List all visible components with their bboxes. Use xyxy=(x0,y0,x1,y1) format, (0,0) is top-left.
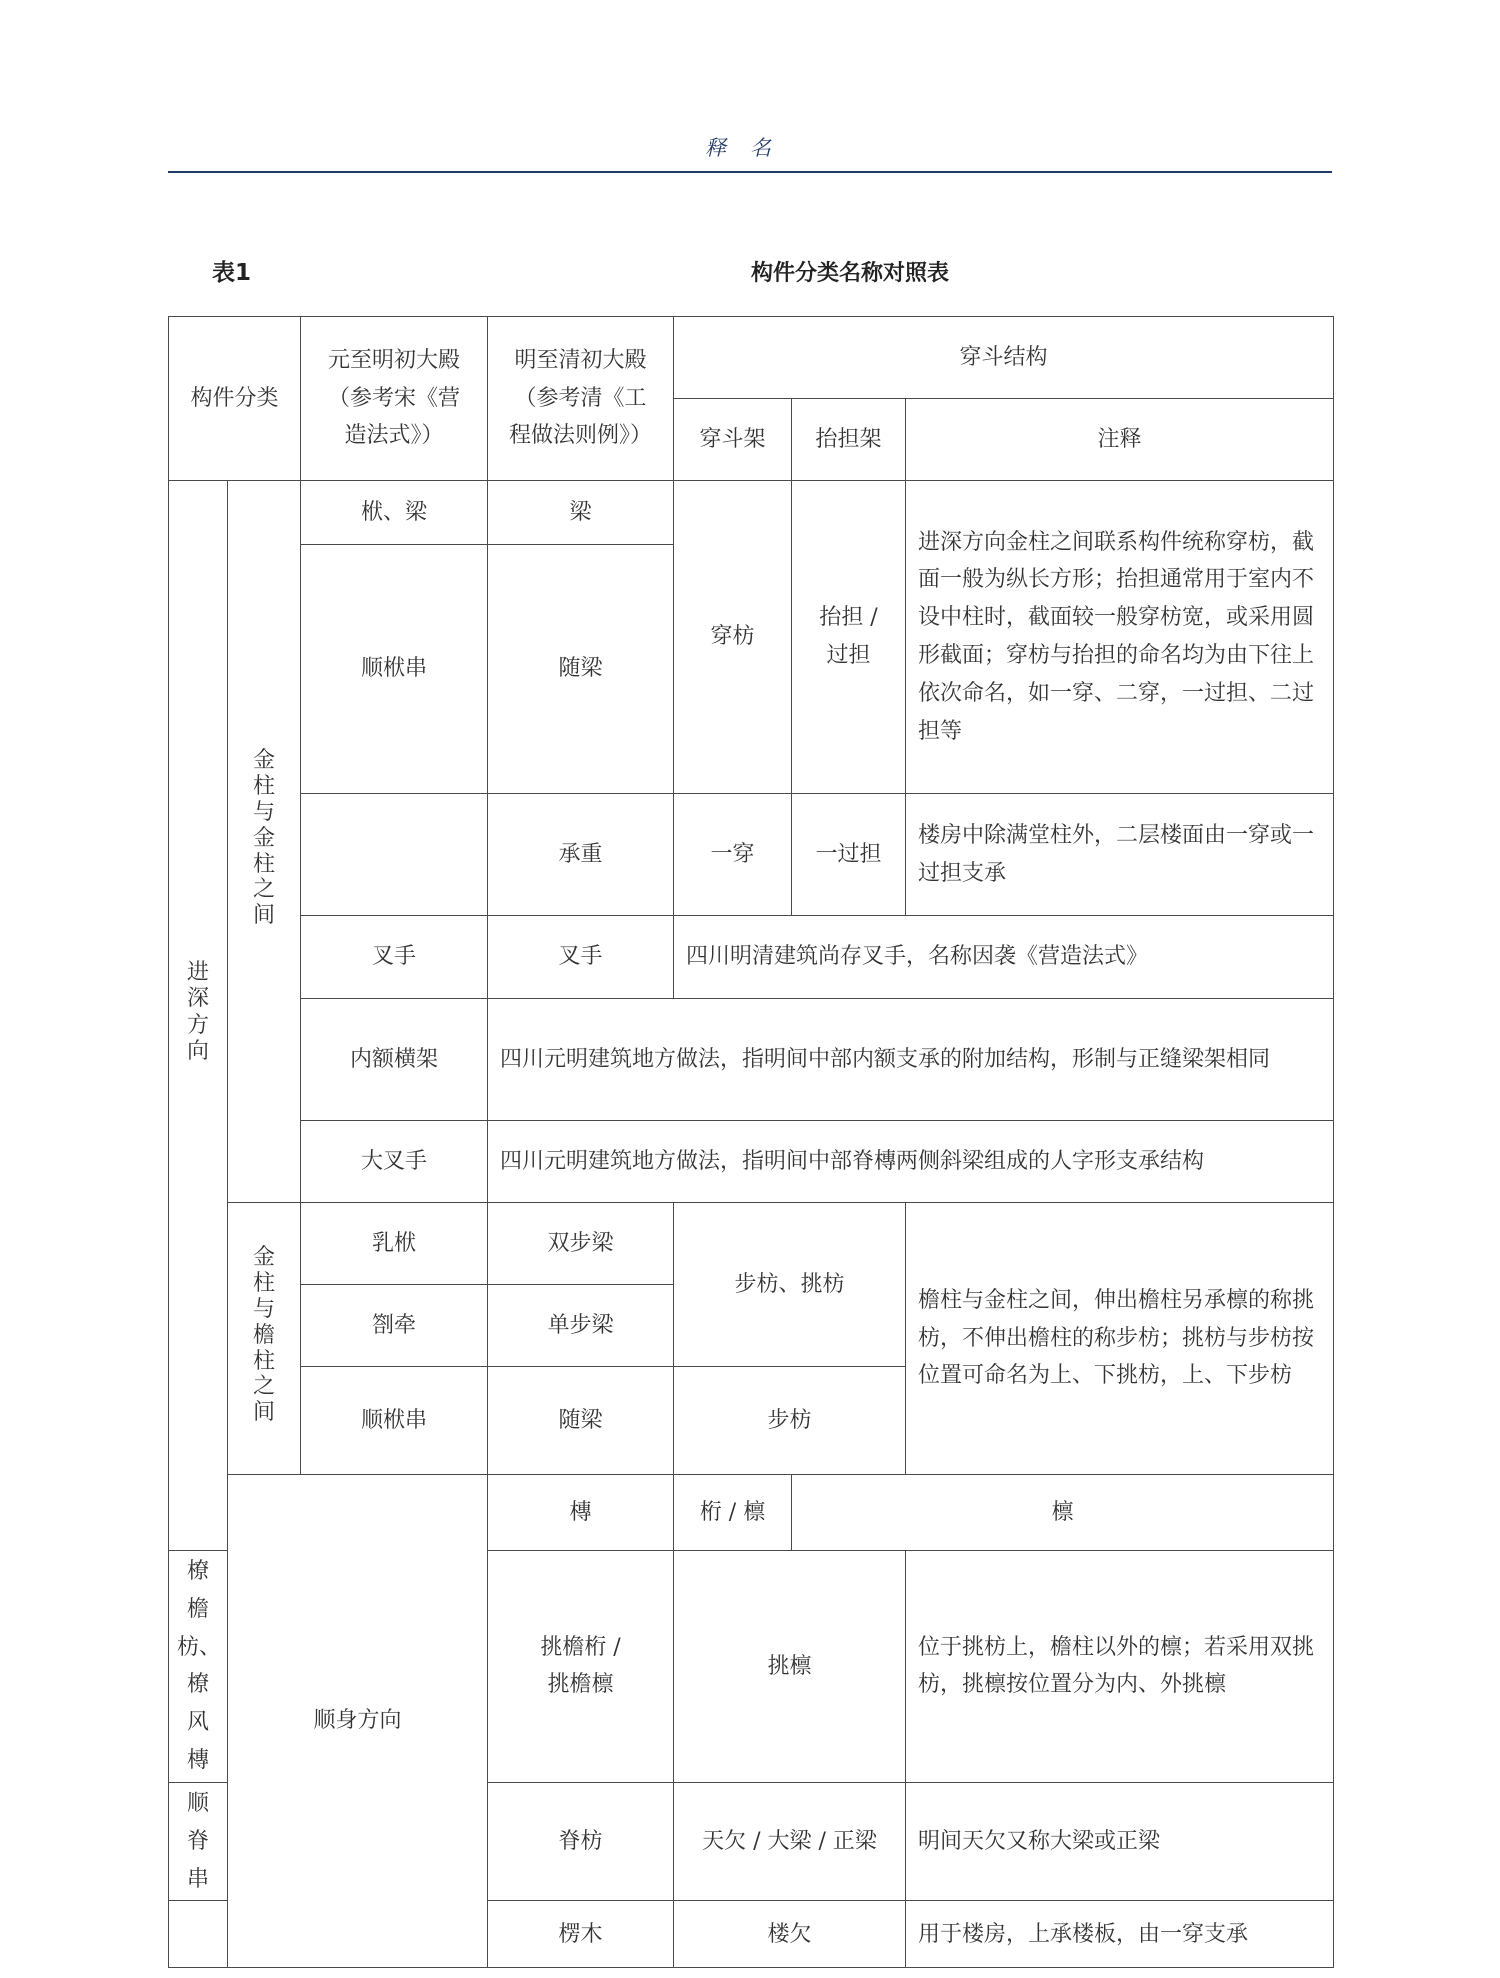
cell-yuan: 顺栿串 xyxy=(301,545,488,794)
cell-note: 四川元明建筑地方做法，指明间中部脊槫两侧斜梁组成的人字形支承结构 xyxy=(488,1121,1334,1203)
cell-ming: 梁 xyxy=(488,481,674,545)
cell-ming: 叉手 xyxy=(488,916,674,999)
cell-yuan: 槫 xyxy=(488,1475,674,1551)
header-yuan-line: （参考宋《营 xyxy=(328,385,461,411)
table-row xyxy=(169,794,1334,916)
cell-chuandou: 步枋、挑枋 xyxy=(674,1203,906,1367)
cell-yuan: 叉手 xyxy=(301,916,488,999)
table-row xyxy=(169,481,1334,545)
table-row xyxy=(169,1121,1334,1203)
group-jin-yan-label: 金柱与檐柱之间 xyxy=(253,1244,276,1426)
cell-ming: 脊枋 xyxy=(488,1782,674,1900)
header-chuandou-jia: 穿斗架 xyxy=(674,399,792,481)
header-ming-line: （参考清《工 xyxy=(514,385,647,411)
cell-ming: 双步梁 xyxy=(488,1203,674,1285)
cell-ming: 桁 / 檩 xyxy=(674,1475,792,1551)
cell-yuan xyxy=(301,794,488,916)
table-row xyxy=(169,916,1334,999)
cell-chuandou: 步枋 xyxy=(674,1367,906,1475)
cell-note: 楼房中除满堂柱外，二层楼面由一穿或一过担支承 xyxy=(906,794,1334,916)
cell-ming-line: 挑檐檩 xyxy=(547,1672,614,1698)
cell-note: 四川元明建筑地方做法，指明间中部内额支承的附加结构，形制与正缝梁架相同 xyxy=(488,999,1334,1121)
cell-note: 进深方向金柱之间联系构件统称穿枋，截面一般为纵长方形；抬担通常用于室内不设中柱时，截面较一般穿枋宽，或采用圆形截面；穿枋与抬担的命名均为由下往上依次命名，如一穿、二穿，一过担、二过担等 xyxy=(906,481,1334,794)
header-notes: 注释 xyxy=(906,399,1334,481)
cell-note: 位于挑枋上，檐柱以外的檩；若采用双挑枋，挑檩按位置分为内、外挑檩 xyxy=(906,1551,1334,1783)
cell-ming: 楞木 xyxy=(488,1901,674,1968)
cell-chuandou: 檩 xyxy=(792,1475,1334,1551)
header-category: 构件分类 xyxy=(169,317,301,481)
header-row-1 xyxy=(169,317,1334,399)
cell-yuan: 劄牵 xyxy=(301,1285,488,1367)
table-row xyxy=(169,999,1334,1121)
cell-taidan xyxy=(792,481,906,794)
cell-taidan-line: 抬担 / xyxy=(819,605,878,631)
running-head: 释名 xyxy=(705,136,795,160)
cell-note: 明间天欠又称大梁或正梁 xyxy=(906,1782,1334,1900)
component-comparison-table xyxy=(168,316,1334,1968)
header-yuan-line: 元至明初大殿 xyxy=(328,347,461,373)
header-ming xyxy=(488,317,674,481)
cell-ming: 随梁 xyxy=(488,545,674,794)
cell-yuan: 内额横架 xyxy=(301,999,488,1121)
cell-yuan: 栿、梁 xyxy=(301,481,488,545)
cell-note: 用于楼房，上承楼板，由一穿支承 xyxy=(906,1901,1334,1968)
table-title: 构件分类名称对照表 xyxy=(750,261,949,286)
group-jin-yan xyxy=(228,1203,301,1475)
header-ming-line: 程做法则例》） xyxy=(509,423,653,449)
cell-yuan: 顺脊串 xyxy=(169,1782,228,1900)
group-jinshen-label: 进深方向 xyxy=(186,960,209,1065)
group-jin-jin-label: 金柱与金柱之间 xyxy=(253,747,276,929)
header-yuan xyxy=(301,317,488,481)
cell-yuan: 乳栿 xyxy=(301,1203,488,1285)
cell-ming: 承重 xyxy=(488,794,674,916)
cell-ming: 随梁 xyxy=(488,1367,674,1475)
cell-yuan: 顺栿串 xyxy=(301,1367,488,1475)
cell-yuan xyxy=(169,1551,228,1783)
cell-ming-line: 挑檐桁 / xyxy=(540,1634,621,1660)
group-shunshen: 顺身方向 xyxy=(228,1475,488,1968)
cell-chuandou: 一穿 xyxy=(674,794,792,916)
table-row xyxy=(169,1475,1334,1551)
cell-chuandou: 楼欠 xyxy=(674,1901,906,1968)
cell-ming xyxy=(488,1551,674,1783)
table-row xyxy=(169,1203,1334,1285)
header-rule xyxy=(168,171,1332,173)
cell-yuan-line: 橑檐枋、 xyxy=(177,1559,222,1660)
cell-yuan-line: 橑风槫 xyxy=(186,1672,209,1774)
cell-taidan-line: 过担 xyxy=(826,643,871,668)
cell-chuandou: 穿枋 xyxy=(674,481,792,794)
cell-ming: 单步梁 xyxy=(488,1285,674,1367)
cell-note: 四川明清建筑尚存叉手，名称因袭《营造法式》 xyxy=(674,916,1334,999)
cell-chuandou: 挑檩 xyxy=(674,1551,906,1783)
header-ming-line: 明至清初大殿 xyxy=(514,347,647,373)
cell-yuan: 大叉手 xyxy=(301,1121,488,1203)
group-jinshen xyxy=(169,481,228,1551)
cell-taidan: 一过担 xyxy=(792,794,906,916)
group-jin-jin xyxy=(228,481,301,1203)
cell-yuan xyxy=(169,1901,228,1968)
cell-note: 檐柱与金柱之间，伸出檐柱另承檩的称挑枋，不伸出檐柱的称步枋；挑枋与步枋按位置可命名为上、下挑枋，上、下步枋 xyxy=(906,1203,1334,1475)
cell-chuandou: 天欠 / 大梁 / 正梁 xyxy=(674,1782,906,1900)
header-chuandou: 穿斗结构 xyxy=(674,317,1334,399)
header-yuan-line: 造法式》） xyxy=(344,423,444,449)
table-label: 表1 xyxy=(212,260,252,286)
header-taidan-jia: 抬担架 xyxy=(792,399,906,481)
